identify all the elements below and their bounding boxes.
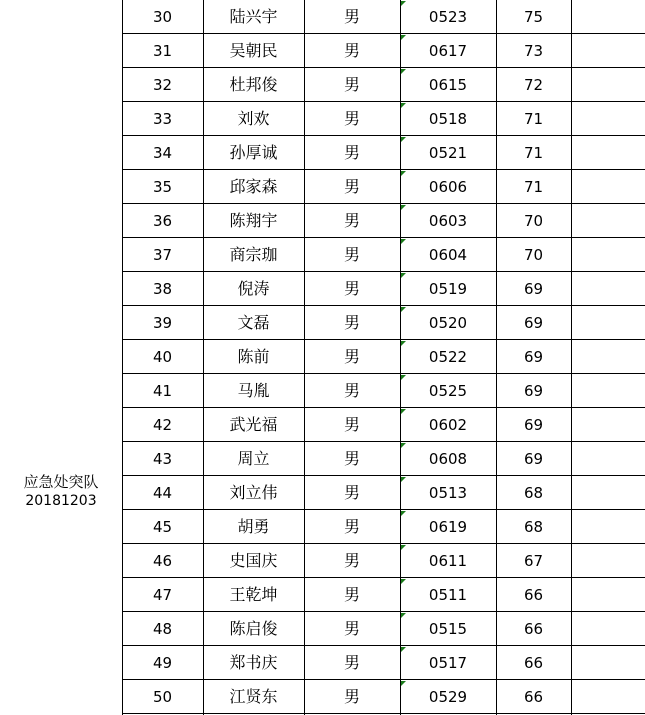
- text-format-indicator-icon: [401, 103, 406, 108]
- table-row[interactable]: [122, 680, 645, 714]
- code-cell[interactable]: 0522: [428, 348, 468, 366]
- row-number[interactable]: 47: [152, 586, 173, 604]
- name-cell[interactable]: 刘欢: [237, 109, 270, 128]
- table-row[interactable]: [122, 68, 645, 102]
- table-row[interactable]: [122, 0, 645, 34]
- text-format-indicator-icon: [401, 307, 406, 312]
- text-format-indicator-icon: [401, 477, 406, 482]
- code-cell[interactable]: 0606: [428, 178, 468, 196]
- gender-cell[interactable]: 男: [343, 449, 360, 468]
- row-number[interactable]: 43: [152, 450, 173, 468]
- empty-cell[interactable]: [571, 0, 645, 34]
- text-format-indicator-icon: [401, 171, 406, 176]
- table-row[interactable]: [122, 340, 645, 374]
- code-cell[interactable]: 0619: [428, 518, 468, 536]
- code-cell[interactable]: 0511: [428, 586, 468, 604]
- column-divider: [571, 0, 572, 715]
- row-divider: [122, 713, 645, 714]
- row-number[interactable]: 32: [152, 76, 173, 94]
- row-number[interactable]: 33: [152, 110, 173, 128]
- row-divider: [122, 135, 645, 136]
- row-number[interactable]: 35: [152, 178, 173, 196]
- table-row[interactable]: [122, 136, 645, 170]
- name-cell[interactable]: 文磊: [237, 313, 270, 332]
- row-number[interactable]: 42: [152, 416, 173, 434]
- name-cell[interactable]: 郑书庆: [229, 653, 278, 672]
- text-format-indicator-icon: [401, 1, 406, 6]
- row-divider: [122, 407, 645, 408]
- row-divider: [122, 509, 645, 510]
- text-format-indicator-icon: [401, 545, 406, 550]
- gender-cell[interactable]: 男: [343, 347, 360, 366]
- code-cell[interactable]: 0518: [428, 110, 468, 128]
- gender-cell[interactable]: 男: [343, 551, 360, 570]
- gender-cell[interactable]: 男: [343, 517, 360, 536]
- row-number[interactable]: 50: [152, 688, 173, 706]
- gender-cell[interactable]: 男: [343, 279, 360, 298]
- row-number[interactable]: 31: [152, 42, 173, 60]
- name-cell[interactable]: 武光福: [229, 415, 278, 434]
- code-cell[interactable]: 0515: [428, 620, 468, 638]
- gender-cell[interactable]: 男: [343, 109, 360, 128]
- text-format-indicator-icon: [401, 35, 406, 40]
- score-cell[interactable]: 72: [523, 76, 544, 94]
- name-cell[interactable]: 周立: [237, 449, 270, 468]
- gender-cell[interactable]: 男: [343, 619, 360, 638]
- table-row[interactable]: [122, 204, 645, 238]
- empty-cell[interactable]: [571, 306, 645, 340]
- score-cell[interactable]: 70: [523, 212, 544, 230]
- text-format-indicator-icon: [401, 443, 406, 448]
- row-divider: [122, 577, 645, 578]
- row-divider: [122, 67, 645, 68]
- score-cell[interactable]: 66: [523, 688, 544, 706]
- column-divider: [122, 0, 123, 715]
- row-divider: [122, 611, 645, 612]
- name-cell[interactable]: 邱家森: [229, 177, 278, 196]
- row-divider: [122, 441, 645, 442]
- code-cell[interactable]: 0517: [428, 654, 468, 672]
- empty-cell[interactable]: [571, 68, 645, 102]
- group-id: 20181203: [25, 493, 97, 509]
- name-cell[interactable]: 刘立伟: [229, 483, 278, 502]
- table-row[interactable]: [122, 578, 645, 612]
- table-row[interactable]: [122, 170, 645, 204]
- score-cell[interactable]: 69: [523, 382, 544, 400]
- row-divider: [122, 101, 645, 102]
- gender-cell[interactable]: 男: [343, 415, 360, 434]
- gender-cell[interactable]: 男: [343, 75, 360, 94]
- code-cell[interactable]: 0520: [428, 314, 468, 332]
- row-number[interactable]: 39: [152, 314, 173, 332]
- score-cell[interactable]: 69: [523, 280, 544, 298]
- table-row[interactable]: [122, 272, 645, 306]
- gender-cell[interactable]: 男: [343, 585, 360, 604]
- row-number[interactable]: 40: [152, 348, 173, 366]
- row-number[interactable]: 41: [152, 382, 173, 400]
- empty-cell[interactable]: [571, 408, 645, 442]
- table-row[interactable]: [122, 374, 645, 408]
- table-row[interactable]: [122, 306, 645, 340]
- score-cell[interactable]: 66: [523, 586, 544, 604]
- empty-cell[interactable]: [571, 510, 645, 544]
- empty-cell[interactable]: [571, 340, 645, 374]
- text-format-indicator-icon: [401, 613, 406, 618]
- code-cell[interactable]: 0525: [428, 382, 468, 400]
- empty-cell[interactable]: [571, 544, 645, 578]
- empty-cell[interactable]: [571, 374, 645, 408]
- text-format-indicator-icon: [401, 239, 406, 244]
- column-divider: [203, 0, 204, 715]
- table-row[interactable]: [122, 612, 645, 646]
- score-cell[interactable]: 67: [523, 552, 544, 570]
- score-cell[interactable]: 73: [523, 42, 544, 60]
- name-cell[interactable]: 杜邦俊: [229, 75, 278, 94]
- group-label: [0, 472, 122, 510]
- name-cell[interactable]: 陈前: [237, 347, 270, 366]
- code-cell[interactable]: 0523: [428, 8, 468, 26]
- row-number[interactable]: 37: [152, 246, 173, 264]
- name-cell[interactable]: 史国庆: [229, 551, 278, 570]
- gender-cell[interactable]: 男: [343, 687, 360, 706]
- name-cell[interactable]: 马胤: [237, 381, 270, 400]
- empty-cell[interactable]: [571, 476, 645, 510]
- row-number[interactable]: 38: [152, 280, 173, 298]
- row-number[interactable]: 48: [152, 620, 173, 638]
- text-format-indicator-icon: [401, 681, 406, 686]
- row-divider: [122, 169, 645, 170]
- row-divider: [122, 373, 645, 374]
- score-cell[interactable]: 66: [523, 654, 544, 672]
- score-cell[interactable]: 68: [523, 484, 544, 502]
- name-cell[interactable]: 胡勇: [237, 517, 270, 536]
- name-cell[interactable]: 王乾坤: [229, 585, 278, 604]
- table-row[interactable]: [122, 476, 645, 510]
- row-divider: [122, 543, 645, 544]
- code-cell[interactable]: 0617: [428, 42, 468, 60]
- gender-cell[interactable]: 男: [343, 41, 360, 60]
- gender-cell[interactable]: 男: [343, 313, 360, 332]
- row-divider: [122, 33, 645, 34]
- text-format-indicator-icon: [401, 69, 406, 74]
- text-format-indicator-icon: [401, 409, 406, 414]
- table-row[interactable]: [122, 510, 645, 544]
- row-divider: [122, 203, 645, 204]
- table-row[interactable]: [122, 544, 645, 578]
- code-cell[interactable]: 0602: [428, 416, 468, 434]
- code-cell[interactable]: 0603: [428, 212, 468, 230]
- text-format-indicator-icon: [401, 511, 406, 516]
- score-cell[interactable]: 69: [523, 348, 544, 366]
- table-row[interactable]: [122, 34, 645, 68]
- name-cell[interactable]: 吴朝民: [229, 41, 278, 60]
- gender-cell[interactable]: 男: [343, 653, 360, 672]
- row-number[interactable]: 44: [152, 484, 173, 502]
- text-format-indicator-icon: [401, 375, 406, 380]
- score-cell[interactable]: 70: [523, 246, 544, 264]
- name-cell[interactable]: 陈启俊: [229, 619, 278, 638]
- empty-cell[interactable]: [571, 34, 645, 68]
- gender-cell[interactable]: 男: [343, 7, 360, 26]
- empty-cell[interactable]: [571, 238, 645, 272]
- gender-cell[interactable]: 男: [343, 483, 360, 502]
- empty-cell[interactable]: [571, 578, 645, 612]
- empty-cell[interactable]: [571, 680, 645, 714]
- empty-cell[interactable]: [571, 102, 645, 136]
- gender-cell[interactable]: 男: [343, 245, 360, 264]
- name-cell[interactable]: 商宗珈: [229, 245, 278, 264]
- text-format-indicator-icon: [401, 647, 406, 652]
- column-divider: [304, 0, 305, 715]
- gender-cell[interactable]: 男: [343, 177, 360, 196]
- score-cell[interactable]: 69: [523, 450, 544, 468]
- column-divider: [400, 0, 401, 715]
- code-cell[interactable]: 0611: [428, 552, 468, 570]
- table-row[interactable]: [122, 102, 645, 136]
- table-row[interactable]: [122, 408, 645, 442]
- score-cell[interactable]: 68: [523, 518, 544, 536]
- row-divider: [122, 679, 645, 680]
- score-cell[interactable]: 69: [523, 314, 544, 332]
- name-cell[interactable]: 陆兴宇: [229, 7, 278, 26]
- text-format-indicator-icon: [401, 205, 406, 210]
- row-divider: [122, 339, 645, 340]
- score-cell[interactable]: 69: [523, 416, 544, 434]
- row-number[interactable]: 45: [152, 518, 173, 536]
- empty-cell[interactable]: [571, 204, 645, 238]
- code-cell[interactable]: 0521: [428, 144, 468, 162]
- table-row[interactable]: [122, 442, 645, 476]
- row-divider: [122, 271, 645, 272]
- row-divider: [122, 475, 645, 476]
- code-cell[interactable]: 0608: [428, 450, 468, 468]
- code-cell[interactable]: 0529: [428, 688, 468, 706]
- row-number[interactable]: 34: [152, 144, 173, 162]
- empty-cell[interactable]: [571, 136, 645, 170]
- empty-cell[interactable]: [571, 170, 645, 204]
- code-cell[interactable]: 0519: [428, 280, 468, 298]
- score-cell[interactable]: 71: [523, 110, 544, 128]
- gender-cell[interactable]: 男: [343, 381, 360, 400]
- name-cell[interactable]: 江贤东: [229, 687, 278, 706]
- row-divider: [122, 645, 645, 646]
- column-divider: [496, 0, 497, 715]
- gender-cell[interactable]: 男: [343, 211, 360, 230]
- score-cell[interactable]: 71: [523, 144, 544, 162]
- row-number[interactable]: 30: [152, 8, 173, 26]
- row-number[interactable]: 46: [152, 552, 173, 570]
- text-format-indicator-icon: [401, 273, 406, 278]
- name-cell[interactable]: 陈翔宇: [229, 211, 278, 230]
- row-divider: [122, 237, 645, 238]
- name-cell[interactable]: 倪涛: [237, 279, 270, 298]
- text-format-indicator-icon: [401, 341, 406, 346]
- empty-cell[interactable]: [571, 442, 645, 476]
- row-number[interactable]: 49: [152, 654, 173, 672]
- text-format-indicator-icon: [401, 579, 406, 584]
- gender-cell[interactable]: 男: [343, 143, 360, 162]
- code-cell[interactable]: 0604: [428, 246, 468, 264]
- code-cell[interactable]: 0615: [428, 76, 468, 94]
- table-row[interactable]: [122, 646, 645, 680]
- empty-cell[interactable]: [571, 612, 645, 646]
- table-row[interactable]: [122, 238, 645, 272]
- score-cell[interactable]: 71: [523, 178, 544, 196]
- score-cell[interactable]: 66: [523, 620, 544, 638]
- text-format-indicator-icon: [401, 137, 406, 142]
- group-name: 应急处突队: [23, 473, 99, 491]
- empty-cell[interactable]: [571, 646, 645, 680]
- empty-cell[interactable]: [571, 272, 645, 306]
- row-number[interactable]: 36: [152, 212, 173, 230]
- row-divider: [122, 305, 645, 306]
- score-cell[interactable]: 75: [523, 8, 544, 26]
- name-cell[interactable]: 孙厚诚: [229, 143, 278, 162]
- code-cell[interactable]: 0513: [428, 484, 468, 502]
